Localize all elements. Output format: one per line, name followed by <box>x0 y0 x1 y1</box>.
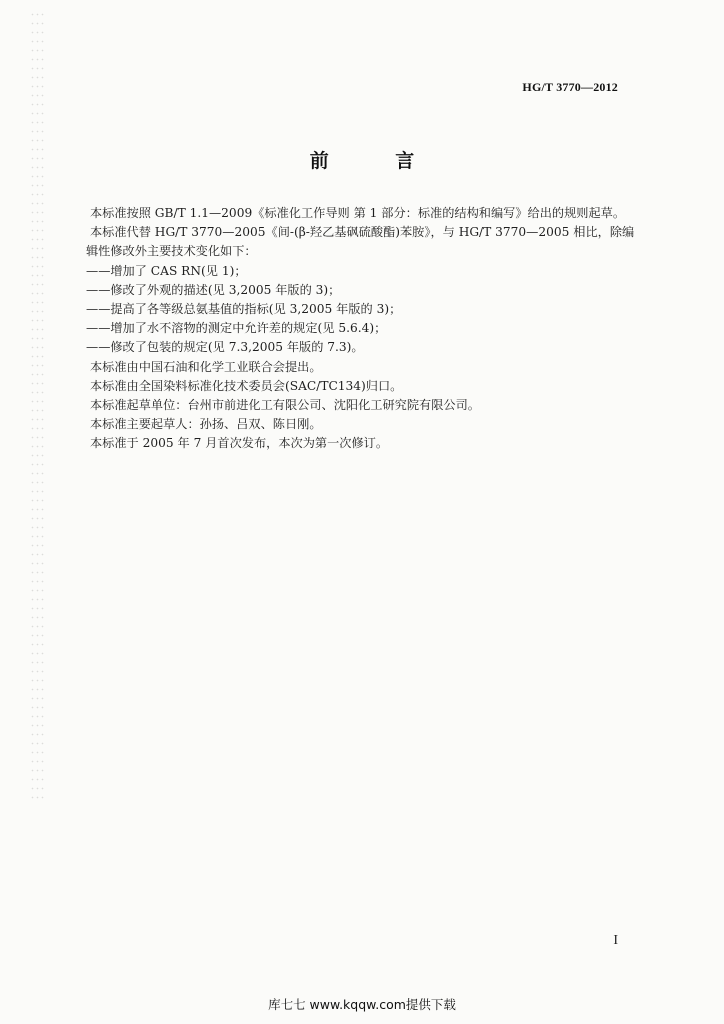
change-item: ——修改了外观的描述(见 3,2005 年版的 3)； <box>86 282 341 297</box>
foreword-body <box>86 204 634 454</box>
change-item: ——修改了包装的规定(见 7.3,2005 年版的 7.3)。 <box>86 340 364 355</box>
paragraph-drafting-rules: 本标准按照 GB/T 1.1—2009《标准化工作导则 第 1 部分：标准的结构和编写》给出的规则起草。 <box>90 206 626 220</box>
change-item: ——增加了水不溶物的测定中允许差的规定(见 5.6.4)； <box>86 321 387 336</box>
scan-edge-artifact <box>30 10 44 800</box>
paragraph-administered-by: 本标准由全国染料标准化技术委员会(SAC/TC134)归口。 <box>90 378 403 393</box>
paragraph-proposed-by: 本标准由中国石油和化学工业联合会提出。 <box>90 359 322 374</box>
paragraph-drafting-units: 本标准起草单位：台州市前进化工有限公司、沈阳化工研究院有限公司。 <box>90 398 480 413</box>
change-item: ——提高了各等级总氨基值的指标(见 3,2005 年版的 3)； <box>86 302 402 317</box>
paragraph-replaces-continued: 辑性修改外主要技术变化如下： <box>86 244 257 259</box>
change-item: ——增加了 CAS RN(见 1)； <box>86 263 247 278</box>
document-code: HG/T 3770—2012 <box>522 80 618 94</box>
paragraph-drafters: 本标准主要起草人：孙扬、吕双、陈日刚。 <box>90 417 322 432</box>
page-title: 前 言 <box>309 150 445 172</box>
paragraph-replaces: 本标准代替 HG/T 3770—2005《间-(β-羟乙基砜硫酸酯)苯胺》，与 HG/T 3770—2005 相比，除编 <box>90 225 635 240</box>
footer-watermark: 库七七 www.kqqw.com提供下载 <box>268 997 456 1012</box>
page-number: I <box>613 933 618 948</box>
paragraph-history: 本标准于 2005 年 7 月首次发布，本次为第一次修订。 <box>90 436 389 451</box>
